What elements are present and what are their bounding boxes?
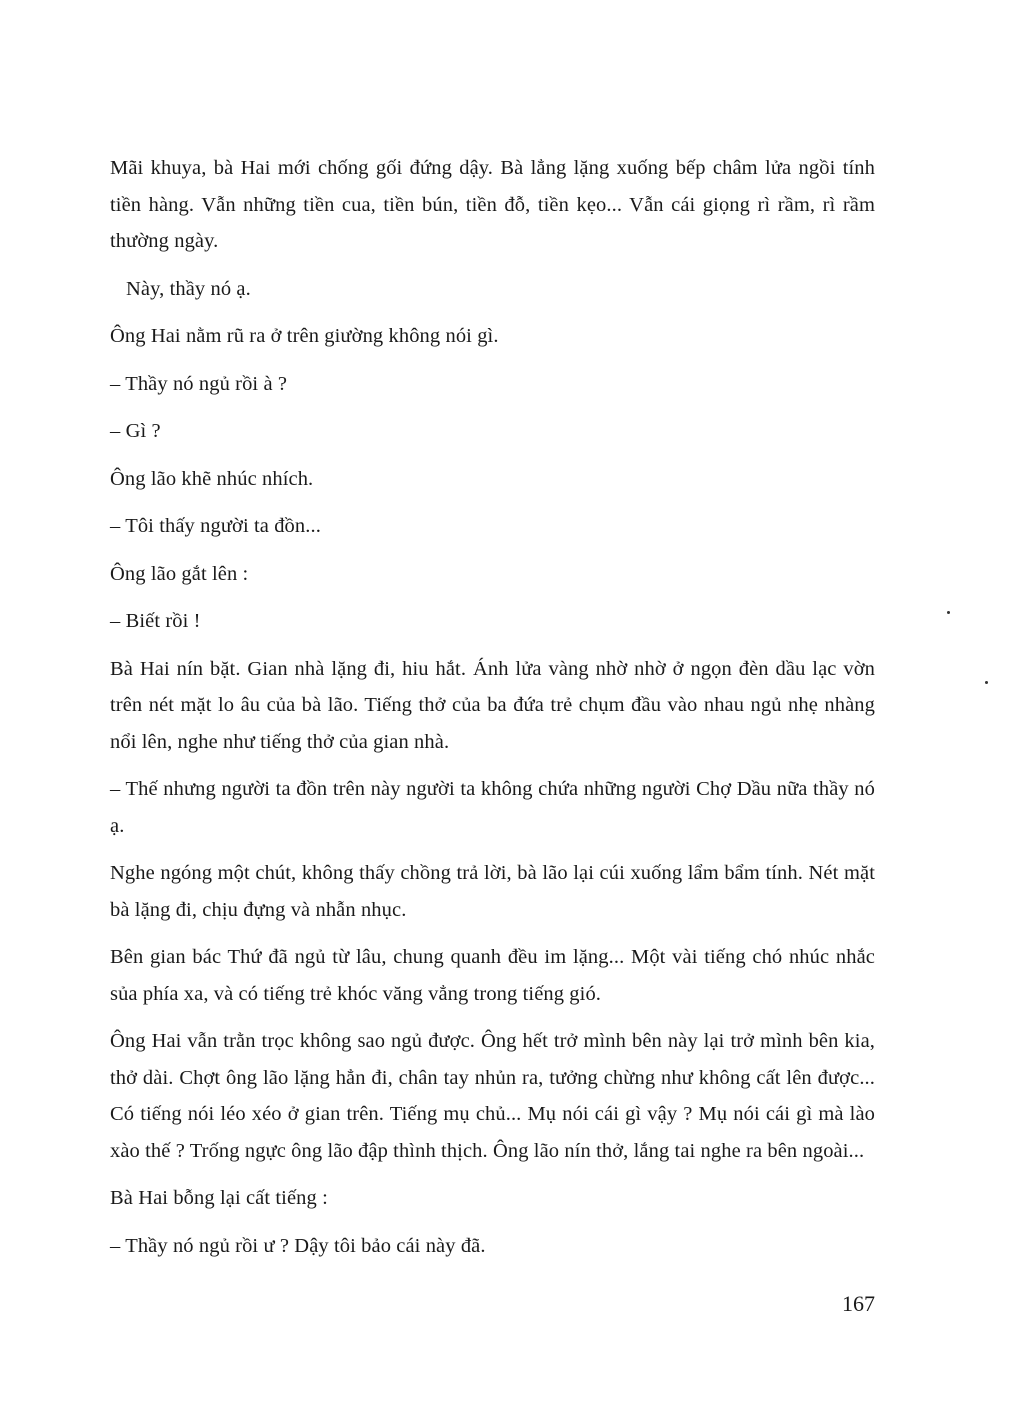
paragraph: Ông Hai nằm rũ ra ở trên giường không nói gì. [110,325,499,347]
page-body [110,150,875,1275]
dialogue-line: – Tôi thấy người ta đồn... [110,515,321,537]
paragraph: Bên gian bác Thứ đã ngủ từ lâu, chung quanh đều im lặng... Một vài tiếng chó nhúc nhắc sủa phía xa, và có tiếng trẻ khóc văng vẳng trong tiếng gió. [110,946,875,1005]
paragraph: Mãi khuya, bà Hai mới chống gối đứng dậy. Bà lẳng lặng xuống bếp châm lửa ngồi tính tiền hàng. Vẫn những tiền cua, tiền bún, tiền đỗ, tiền kẹo... Vẫn cái giọng rì rầm, rì rầm thường ngày. [110,157,875,252]
paragraph: Ông lão gắt lên : [110,562,249,585]
dialogue-line: – Thế nhưng người ta đồn trên này người ta không chứa những người Chợ Dầu nữa thầy nó ạ. [110,778,875,837]
dialogue-line: – Gì ? [110,420,161,442]
paragraph: Ông lão khẽ nhúc nhích. [110,467,314,490]
dialogue-line: – Biết rồi ! [110,610,201,632]
page-number: 167 [842,1291,875,1316]
dialogue-line: – Thầy nó ngủ rồi ư ? Dậy tôi bảo cái này đã. [110,1234,486,1257]
dialogue-line: – Thầy nó ngủ rồi à ? [110,372,288,395]
scan-speck [947,611,950,614]
paragraph: Bà Hai bỗng lại cất tiếng : [110,1187,328,1209]
scan-speck [985,681,988,684]
paragraph: Bà Hai nín bặt. Gian nhà lặng đi, hiu hắt. Ánh lửa vàng nhờ nhờ ở ngọn đèn dầu lạc vờn trên nét mặt lo âu của bà lão. Tiếng thở của ba đứa trẻ chụm đầu vào nhau ngủ nhẹ nhàng nổi lên, nghe như tiếng thở của gian nhà. [110,657,875,753]
paragraph: Nghe ngóng một chút, không thấy chồng trả lời, bà lão lại cúi xuống lẩm bẩm tính. Nét mặt bà lặng đi, chịu đựng và nhẫn nhục. [110,862,875,921]
paragraph: Này, thầy nó ạ. [126,277,251,300]
paragraph: Ông Hai vẫn trằn trọc không sao ngủ được. Ông hết trở mình bên này lại trở mình bên kia, thở dài. Chợt ông lão lặng hẳn đi, chân tay nhủn ra, tưởng chừng như không cất lên được... Có tiếng nói léo xéo ở gian trên. Tiếng mụ chủ... Mụ nói cái gì vậy ? Mụ nói cái gì mà lào xào thế ? Trống ngực ông lão đập thình thịch. Ông lão nín thở, lắng tai nghe ra bên ngoài... [110,1030,875,1162]
